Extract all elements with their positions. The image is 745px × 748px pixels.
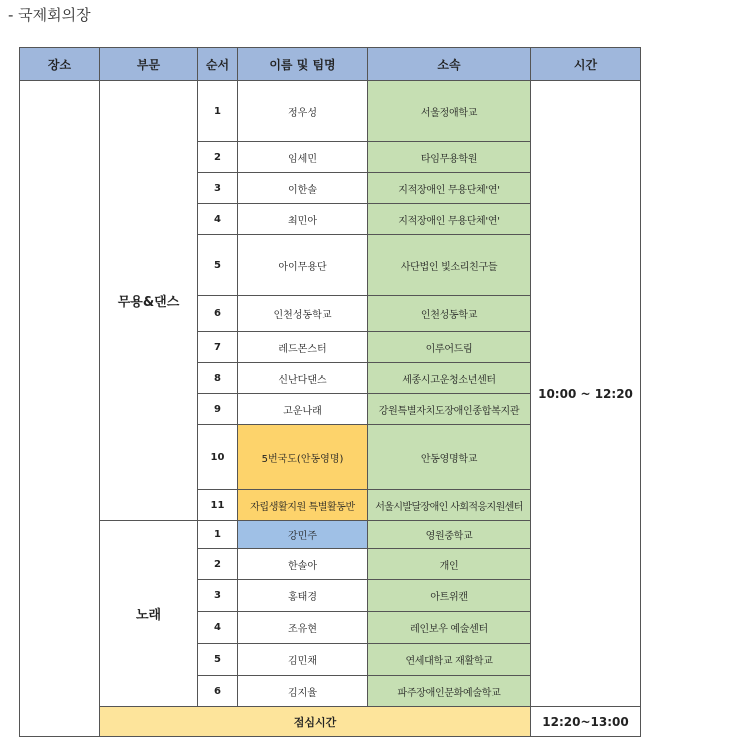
affiliation-cell: 레인보우 예술센터 xyxy=(368,612,531,644)
affiliation-cell: 지적장애인 무용단체'연' xyxy=(368,204,531,235)
affiliation-cell: 아트위캔 xyxy=(368,580,531,612)
header-order: 순서 xyxy=(198,48,238,81)
name-cell: 임세민 xyxy=(238,142,368,173)
name-cell: 홍태경 xyxy=(238,580,368,612)
order-cell: 11 xyxy=(198,490,238,521)
category-dance: 무용&댄스 xyxy=(100,81,198,521)
order-cell: 9 xyxy=(198,394,238,425)
header-name: 이름 및 팀명 xyxy=(238,48,368,81)
name-cell: 정우성 xyxy=(238,81,368,142)
order-cell: 7 xyxy=(198,332,238,363)
order-cell: 4 xyxy=(198,204,238,235)
order-cell: 3 xyxy=(198,173,238,204)
name-cell: 최민아 xyxy=(238,204,368,235)
affiliation-cell: 사단법인 빛소리친구들 xyxy=(368,235,531,296)
header-row xyxy=(20,48,641,81)
affiliation-cell: 서울정애학교 xyxy=(368,81,531,142)
header-category: 부문 xyxy=(100,48,198,81)
name-cell: 강민주 xyxy=(238,521,368,549)
name-cell: 김민채 xyxy=(238,644,368,676)
affiliation-cell: 지적장애인 무용단체'연' xyxy=(368,173,531,204)
name-cell: 아이무용단 xyxy=(238,235,368,296)
affiliation-cell: 타임무용학원 xyxy=(368,142,531,173)
affiliation-cell: 이루어드림 xyxy=(368,332,531,363)
name-cell: 레드몬스터 xyxy=(238,332,368,363)
affiliation-cell: 영원중학교 xyxy=(368,521,531,549)
name-cell: 5번국도(안동영명) xyxy=(238,425,368,490)
name-cell: 자립생활지원 특별활동반 xyxy=(238,490,368,521)
order-cell: 3 xyxy=(198,580,238,612)
name-cell: 김지율 xyxy=(238,676,368,707)
header-affiliation: 소속 xyxy=(368,48,531,81)
affiliation-cell: 강원특별자치도장애인종합복지관 xyxy=(368,394,531,425)
name-cell: 고운나래 xyxy=(238,394,368,425)
order-cell: 2 xyxy=(198,549,238,580)
venue-cell xyxy=(20,81,100,737)
category-singing: 노래 xyxy=(100,521,198,707)
schedule-table xyxy=(19,47,641,737)
lunch-time: 12:20~13:00 xyxy=(531,707,641,737)
name-cell: 신난다댄스 xyxy=(238,363,368,394)
affiliation-cell: 개인 xyxy=(368,549,531,580)
name-cell: 이한솔 xyxy=(238,173,368,204)
lunch-row xyxy=(20,707,641,737)
name-cell: 인천성동학교 xyxy=(238,296,368,332)
header-time: 시간 xyxy=(531,48,641,81)
page-heading: - 국제회의장 xyxy=(8,6,91,24)
affiliation-cell: 인천성동학교 xyxy=(368,296,531,332)
affiliation-cell: 연세대학교 재활학교 xyxy=(368,644,531,676)
order-cell: 8 xyxy=(198,363,238,394)
name-cell: 한솔아 xyxy=(238,549,368,580)
affiliation-cell: 세종시고운청소년센터 xyxy=(368,363,531,394)
lunch-label: 점심시간 xyxy=(100,707,531,737)
order-cell: 5 xyxy=(198,235,238,296)
order-cell: 6 xyxy=(198,296,238,332)
header-venue: 장소 xyxy=(20,48,100,81)
order-cell: 1 xyxy=(198,81,238,142)
order-cell: 10 xyxy=(198,425,238,490)
order-cell: 1 xyxy=(198,521,238,549)
order-cell: 2 xyxy=(198,142,238,173)
order-cell: 4 xyxy=(198,612,238,644)
performance-time: 10:00 ~ 12:20 xyxy=(531,81,641,707)
table-row xyxy=(20,81,641,142)
affiliation-cell: 안동영명학교 xyxy=(368,425,531,490)
order-cell: 6 xyxy=(198,676,238,707)
affiliation-cell: 파주장애인문화예술학교 xyxy=(368,676,531,707)
name-cell: 조유현 xyxy=(238,612,368,644)
affiliation-cell: 서울시발달장애인 사회적응지원센터 xyxy=(368,490,531,521)
order-cell: 5 xyxy=(198,644,238,676)
